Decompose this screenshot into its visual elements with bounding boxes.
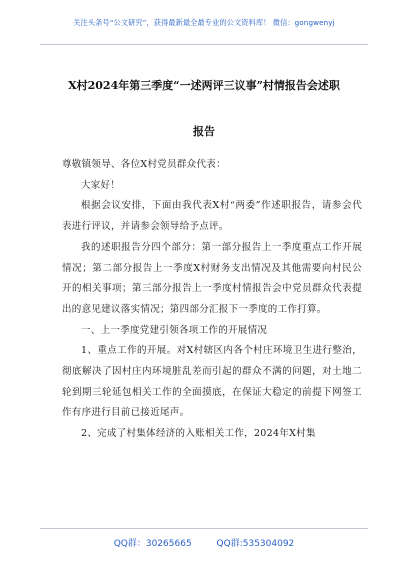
footer-divider <box>40 528 368 529</box>
banner-divider <box>40 44 368 45</box>
top-banner: 关注头条号“公文研究”，获得最新最全最专业的公文资料库！ 微信：gongwenyj <box>73 18 335 27</box>
paragraph-report-outline: 我的述职报告分四个部分：第一部分报告上一季度重点工作开展情况；第二部分报告上一季度X村财务支出情况及其他需要向村民公开的相关事项；第三部分报告上一季度村情报告会中党员群众代表提出的意见建议落实情况；第四部分汇报下一季度的工作打算。 <box>62 241 362 315</box>
paragraph-meeting-arrangement: 根据会议安排，下面由我代表X村“两委”作述职报告，请参会代表进行评议，并请参会领导给予点评。 <box>62 200 362 233</box>
footer-qq-group-1: QQ群：30265665 <box>113 539 192 549</box>
paragraph-collective-economy: 2、完成了村集体经济的入账相关工作，2024年X村集 <box>81 428 316 440</box>
document-body <box>62 155 362 445</box>
greeting: 大家好！ <box>81 179 121 191</box>
footer-qq-group-2: QQ群:535304092 <box>216 539 295 549</box>
document-title-line-1: X村2024年第三季度“一述两评三议事”村情报告会述职 <box>68 79 340 92</box>
section-heading-1: 一、上一季度党建引领各项工作的开展情况 <box>81 324 268 336</box>
paragraph-key-work: 1、重点工作的开展。对X村辖区内各个村庄环境卫生进行整治，彻底解决了因村庄内环境脏乱差而引起的群众不满的问题，对土地二轮到期三轮延包相关工作的全面摸底，在保证大稳定的前提下网签工作有序进行目前已接近尾声。 <box>62 345 362 419</box>
salutation: 尊敬镇领导、各位X村党员群众代表： <box>62 159 226 170</box>
document-title-line-2: 报告 <box>193 125 215 138</box>
footer <box>0 536 408 549</box>
